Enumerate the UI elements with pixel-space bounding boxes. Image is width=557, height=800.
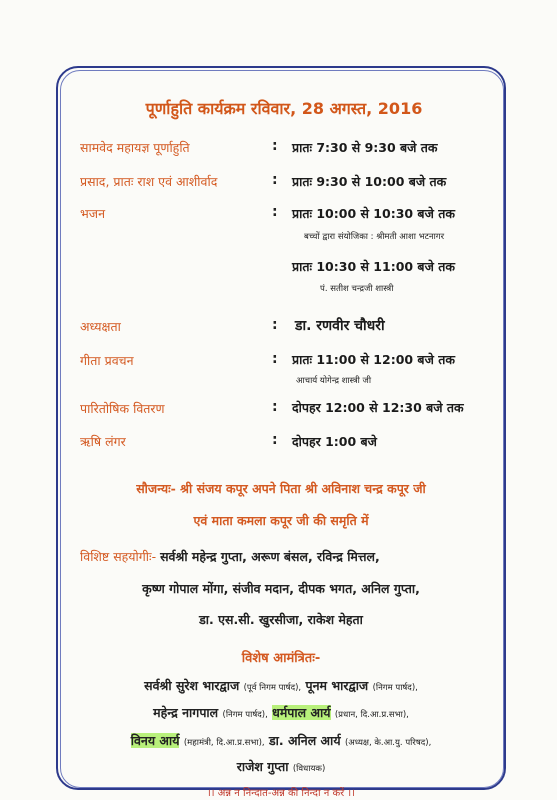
courtesy-line: एवं माता कमला कपूर जी की समृति में xyxy=(193,513,369,528)
schedule-note: पं. सतीश चन्द्रजी शास्त्री xyxy=(320,284,394,294)
invitee-role: (अध्यक्ष, के.आ.यु. परिषद), xyxy=(344,738,432,748)
supporters-line: कृष्ण गोपाल मोंगा, संजीव मदान, दीपक भगत, अनिल गुप्ता, xyxy=(142,581,420,596)
schedule-colon: : xyxy=(272,317,278,333)
schedule-time: दोपहर 12:00 से 12:30 बजे तक xyxy=(292,400,464,415)
invitees-heading: विशेष आमंत्रितः- xyxy=(241,651,321,666)
schedule-colon: : xyxy=(272,432,278,448)
invitee-name: सर्वश्री सुरेश भारद्वाज xyxy=(144,678,240,693)
schedule-note: आचार्य योगेन्द्र शास्त्री जी xyxy=(296,376,372,386)
schedule-colon: : xyxy=(272,172,278,188)
schedule-label: ऋषि लंगर xyxy=(80,434,126,449)
schedule-label: सामवेद महायज्ञ पूर्णाहुति xyxy=(80,140,190,155)
schedule-time: प्रातः 11:00 से 12:00 बजे तक xyxy=(292,352,455,367)
invitees-line xyxy=(60,758,502,775)
page-title: पूर्णाहुति कार्यक्रम रविवार, 28 अगस्त, 2016 xyxy=(145,99,423,118)
schedule-colon: : xyxy=(272,204,278,220)
invitee-name-highlighted: धर्मपाल आर्य xyxy=(272,705,331,720)
schedule-time: प्रातः 10:30 से 11:00 बजे तक xyxy=(292,259,455,274)
invitee-role: (महामंत्री, दि.आ.प्र.सभा), xyxy=(183,738,265,748)
supporters-names: सर्वश्री महेन्द्र गुप्ता, अरूण बंसल, रविन्द्र मित्तल, xyxy=(160,549,380,564)
supporters-line: डा. एस.सी. खुरसीजा, राकेश मेहता xyxy=(199,612,363,627)
invitee-role: (निगम पार्षद), xyxy=(372,683,418,693)
invitees-line xyxy=(60,704,502,721)
schedule-time: दोपहर 1:00 बजे xyxy=(292,434,377,449)
supporters-label: विशिष्ट सहयोगीः- xyxy=(80,549,157,564)
courtesy-line: सौजन्यः- श्री संजय कपूर अपने पिता श्री अविनाश चन्द्र कपूर जी xyxy=(136,481,426,496)
supporters-line xyxy=(80,548,380,565)
schedule-label: भजन xyxy=(80,206,106,221)
schedule-label: प्रसाद, प्रातः राश एवं आशीर्वाद xyxy=(80,174,218,189)
schedule-label: अध्यक्षता xyxy=(80,319,121,334)
invitee-role: (विधायक) xyxy=(292,764,326,774)
schedule-time: प्रातः 9:30 से 10:00 बजे तक xyxy=(292,174,447,189)
invitee-name: महेन्द्र नागपाल xyxy=(153,705,219,720)
invitee-name: डा. अनिल आर्य xyxy=(268,733,341,748)
schedule-time: प्रातः 7:30 से 9:30 बजे तक xyxy=(292,140,438,155)
schedule-time: प्रातः 10:00 से 10:30 बजे तक xyxy=(292,206,455,221)
schedule-colon: : xyxy=(272,351,278,367)
invitee-name-highlighted: विनय आर्य xyxy=(130,733,180,748)
schedule-note: बच्चों द्वारा संयोजिका : श्रीमती आशा भटनागर xyxy=(304,232,445,242)
invitee-name: राजेश गुप्ता xyxy=(236,759,289,774)
schedule-colon: : xyxy=(272,399,278,415)
schedule-label: पारितोषिक वितरण xyxy=(80,401,165,416)
invitee-role: (निगम पार्षद), xyxy=(222,710,268,720)
invitee-role: (पूर्व निगम पार्षद), xyxy=(243,683,302,693)
footer-motto: ।। अन्न न निन्दात-अन्न की निन्दा न करें ।। xyxy=(207,788,355,799)
invitees-line xyxy=(60,732,502,749)
invitee-name: पूनम भारद्वाज xyxy=(305,678,369,693)
chair-name: डा. रणवीर चौधरी xyxy=(295,318,385,334)
invitees-line xyxy=(60,677,502,694)
schedule-colon: : xyxy=(272,138,278,154)
schedule-label: गीता प्रवचन xyxy=(80,353,134,368)
invitee-role: (प्रधान, दि.आ.प्र.सभा), xyxy=(334,710,409,720)
